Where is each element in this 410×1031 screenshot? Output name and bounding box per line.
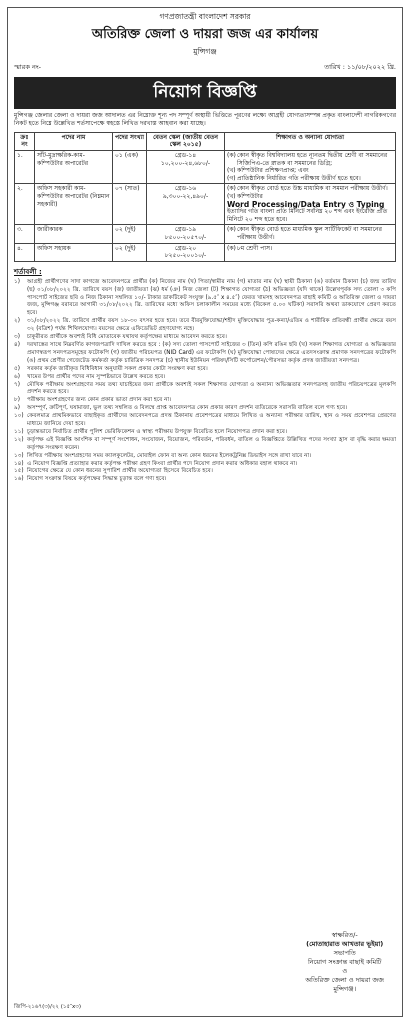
serial-cell: ৪. — [15, 243, 35, 261]
qualification-item: (খ) কম্পিউটার প্রশিক্ষণপ্রাপ্ত; এবং — [227, 167, 309, 175]
qualification-item: (গ) প্রাতিষ্ঠানিক নির্ধারিত গতি পরীক্ষায় উত্তীর্ণ হতে হবে। — [227, 174, 361, 182]
issue-date: তারিখ : ১১/০৮/২০২২ খ্রি. — [324, 63, 396, 71]
table-row — [15, 225, 396, 243]
condition-item: ৮) পরীক্ষায় অংশগ্রহণের জন্য কোন প্রকার ভাতা প্রদান করা হবে না। — [14, 397, 172, 404]
post-name-cell: অফিস সহকারী কাম-কম্পিউটার অপারেটর (নিম্নমান সহকারী) — [35, 184, 113, 225]
qualification-item: (ক) কোন স্বীকৃত বোর্ড হতে মাধ্যমিক স্কুল সার্টিফিকেট বা সমমানের পরীক্ষায় উত্তীর্ণ। — [227, 226, 382, 241]
serial-cell: ৩. — [15, 225, 35, 243]
qualification-item: ইত্যাদির গতি বাংলা প্রতি মিনিটে সর্বনিম্ন ২০ শব্দ এবং ইংরেজি প্রতি মিনিটে ২০ শব্দ হতে হবে। — [227, 208, 388, 223]
grade-text: গ্রেড-১৪ — [174, 152, 197, 159]
condition-item: ৫) সরকার কর্তৃক জারীকৃত বিধিবিধান অনুযায়ী সকল প্রকার কোটা সংরক্ষণ করা হবে। — [14, 365, 208, 372]
qualification-cell — [225, 225, 396, 243]
condition-item: ১১) চূড়ান্তভাবে নির্বাচিত প্রার্থীর পুলিশ ভেরিফিকেশন ও স্বাস্থ্য পরীক্ষায় উপযুক্ত বিবেচিত হলে নিয়োগপত্র প্রদান করা হবে। — [14, 428, 288, 435]
signature-block — [305, 931, 384, 994]
column-header-serial: ক্রঃ নং — [15, 132, 35, 150]
condition-item: ৩) চাকুরীরত প্রার্থীকে অবশ্যই বিধি মোতাবেক যথাযথ কর্তৃপক্ষের মাধ্যমে আবেদন করতে হবে। — [14, 334, 227, 341]
table-row — [15, 243, 396, 261]
intro-paragraph: মুন্সিগঞ্জ জেলার জেলা ও দায়রা জজ আদালত এর নিম্নোক্ত শূন্য পদ সম্পূর্ণ অস্থায়ী ভিত্তিতে পূরণের লক্ষ্যে আগ্রহী যোগ্যতাসম্পন্ন প্রকৃত বাংলাদেশী নাগরিকগণের নিকট হতে নিম্নে উল্লেখিত শর্তসাপেক্ষে স্বহস্তে লিখিত দরখাস্ত আহবান করা যাচ্ছে। — [14, 112, 396, 128]
table-row — [15, 151, 396, 184]
condition-item: ১২) কর্তৃপক্ষ এই বিজ্ঞপ্তি আংশিক বা সম্পূর্ণ সংশোধন, সংযোজন, বিয়োজন, পরিবর্তন, পরিবর্ধন, বাতিল ও বিজ্ঞপ্তিতে উল্লিখিত পদের সংখ্যা হ্রাস বা বৃদ্ধি করার ক্ষমতা কর্তৃপক্ষ সংরক্ষণ করেন। — [14, 436, 396, 451]
conjunction-text: ও — [342, 967, 348, 975]
pay-scale-cell — [147, 225, 225, 243]
post-name-cell: জারীকারক — [35, 225, 113, 243]
grade-text: গ্রেড-২০ — [174, 244, 197, 252]
qualification-cell — [225, 184, 396, 225]
qualification-cell — [225, 243, 396, 261]
scale-text: ৮২৫০-২০০১০/- — [164, 252, 207, 260]
condition-item: ১৫) নিয়োগের ক্ষেত্রে যে কোন ধরনের সুপারিশ প্রার্থীর অযোগ্যতা হিসেবে বিবেচিত হবে। — [14, 468, 213, 475]
table-header-row — [15, 132, 396, 150]
post-name-cell: অফিস সহায়ক — [35, 243, 113, 261]
column-header-count: পদের সংখ্যা — [113, 132, 147, 150]
pay-scale-cell — [147, 151, 225, 184]
condition-item: ১৩) লিখিত পরীক্ষায় অংশগ্রহণের সময় ক্যালকুলেটর, মোবাইল ফোন বা অন্য কোন ধরনের ইলেকট্রনিক্স ডিভাইস সঙ্গে রাখা যাবে না। — [14, 452, 312, 459]
pay-scale-cell — [147, 184, 225, 225]
government-heading: গণপ্রজাতন্ত্রী বাংলাদেশ সরকার — [159, 12, 251, 21]
condition-item: ১০) কেবলমাত্র প্রাথমিকভাবে বাছাইকৃত প্রার্থীদের আবেদনপত্রে প্রদত্ত ঠিকানায় প্রবেশপত্রের মাধ্যমে লিখিত ও অন্যান্য পরীক্ষার তারিখ, স্থান ও সময় প্রবেশপত্র প্রেরণের মাধ্যমে জানিয়ে দেয়া হবে। — [14, 413, 396, 428]
qualification-item: (খ) কম্পিউটার — [227, 192, 263, 200]
condition-item: ৪) দরখাস্তের সাথে নিম্নবর্ণিত কাগজপত্রাদি দাখিল করতে হবে : (ক) সদ্য তোলা পাসপোর্ট সাইজের ৩ (তিন) কপি রঙিন ছবি (খ) সকল শিক্ষাগত যোগ্যতা ও অভিজ্ঞতার প্রমাণস্বরূপ সনদপত্রসমূহের ফটোকপি (গ) জাতীয় পরিচয়পত্র (NID Card) এর ফটোকপি (ঘ) মুক্তিযোদ্ধা পোষ্যদের ক্ষেত্রে এতদসংক্রান্ত প্রমাণক সনদপত্রের ফটোকপি (ঙ) প্রথম শ্রেণীর গেজেটেড কর্মকর্তা কর্তৃক চারিত্রিক সনদপত্র (চ) স্থানীয় ইউনিয়ন পরিষদ/সিটি কর্পোরেশন/পৌরসভা কর্তৃক প্রদত্ত জাতীয়তা সনদপত্র। — [14, 341, 396, 364]
post-count-cell: ০৭ (সাত) — [113, 184, 147, 225]
qualification-cell — [225, 151, 396, 184]
signatory-district: মুন্সিগঞ্জ। — [333, 985, 357, 993]
column-header-qualification: শিক্ষাগত ও অন্যান্য যোগ্যতা — [225, 132, 396, 150]
pay-scale-cell — [147, 243, 225, 261]
post-count-cell: ০২ (দুই) — [113, 243, 147, 261]
post-name-cell: সাঁট-মুদ্রাক্ষরিক-কাম-কম্পিউটার অপারেটর — [35, 151, 113, 184]
scale-text: ৯,৩০০-২২,৪৯০/- — [162, 192, 209, 200]
post-count-cell: ০১ (এক) — [113, 151, 147, 184]
condition-item: ৬) খামের উপর প্রার্থীর পদের নাম সুস্পষ্টভাবে উল্লেখ করতে হবে। — [14, 373, 166, 380]
condition-item: ১) আগ্রহী প্রার্থীগণের সাদা কাগজে আবেদনপত্রে প্রার্থীর (ক) নিজের নাম (খ) পিতা/স্বামীর নাম (গ) মাতার নাম (ঘ) স্থায়ী ঠিকানা (ঙ) বর্তমান ঠিকানা (চ) জন্ম তারিখ (ছ) ০১/০৮/২০২২ খ্রি. তারিখে বয়স (জ) জাতীয়তা (ঝ) ধর্ম (ঞ) নিজ জেলা (ট) শিক্ষাগত যোগ্যতা (ঠ) অভিজ্ঞতা (যদি থাকে) উল্লেখপূর্বক সদ্য তোলা ৩ কপি পাসপোর্ট সাইজের ছবি ও নিজ ঠিকানা সম্বলিত ১০/- টাকার ডাকটিকেট সংযুক্ত (৯.৫″ x ৪.৫″) ফেরত খামসহ আবেদনপত্র বাছাই কমিটি ও অতিরিক্ত জেলা ও দায়রা জজ, মুন্সিগঞ্জ বরাবরে আগামী ৩১/০৮/২০২২ খ্রি. তারিখের মধ্যে অফিস চলাকালীন সময়ের মধ্যে (বিকেল ৫.০০ ঘটিকা) সরাসরি অথবা ডাকযোগে প্রেরণ করতে হবে। — [14, 278, 396, 317]
condition-item: ২) ৩১/০৮/২০২২ খ্রি. তারিখে প্রার্থীর বয়স ১৮-৩০ বৎসর হতে হবে। তবে বীরমুক্তিযোদ্ধা/শহীদ মুক্তিযোদ্ধার পুত্র-কন্যা/এতিম ও শারীরিক প্রতিবন্ধী প্রার্থীর ক্ষেত্রে বয়স ৩২ (বত্রিশ) পর্যন্ত শিথিলযোগ্য। বয়সের ক্ষেত্রে এফিডেভিট গ্রহণযোগ্য নহে। — [14, 318, 396, 333]
scale-text: ৮৫০০-২০৫৭০/- — [164, 233, 207, 241]
post-count-cell: ০২ (দুই) — [113, 225, 147, 243]
serial-cell: ২. — [15, 184, 35, 225]
software-skills-text: Word Processing/Data Entry ও Typing — [227, 199, 385, 209]
notice-title: নিয়োগ বিজ্ঞপ্তি — [14, 77, 396, 109]
office-title: অতিরিক্ত জেলা ও দায়রা জজ এর কার্যালয় — [91, 27, 319, 42]
signatory-office: অতিরিক্ত জেলা ও দায়রা জজ — [305, 976, 384, 984]
memo-number-label: স্মারক নং- — [14, 63, 41, 71]
signatory-name: (মোতাহারাত আখতার ভূইয়া) — [306, 940, 384, 948]
job-circular-page — [7, 7, 403, 1017]
condition-item: ১৪) এ নিয়োগ বিজ্ঞপ্তি প্রত্যাহার করার কর্তৃপক্ষ পরীক্ষা গ্রহণ কিংবা প্রার্থীর পদে নিয়োগ প্রদান করার অধিকার বহাল থাকবে না। — [14, 460, 298, 467]
condition-item: ৭) মৌখিক পরীক্ষায় অংশগ্রহণের সময় তথ্য যাচাইয়ের জন্য প্রার্থীকে অবশ্যই সকল শিক্ষাগত যোগ্যতা ও অন্যান্য অভিজ্ঞতার সনদপত্রসহ জাতীয় পরিচয়পত্রের মূলকপি প্রদর্শন করতে হবে। — [14, 381, 396, 396]
signed-label: স্বাক্ষরিত/- — [331, 931, 358, 939]
serial-cell: ১. — [15, 151, 35, 184]
table-row — [15, 184, 396, 225]
qualification-item: (ক) কোন স্বীকৃত বোর্ড হতে উচ্চ মাধ্যমিক বা সমমান পরীক্ষায় উত্তীর্ণ। — [227, 185, 388, 193]
signatory-role: সভাপতি — [333, 949, 356, 957]
grade-text: গ্রেড-১৯ — [174, 226, 197, 234]
district-name: মুন্সিগঞ্জ — [193, 47, 217, 56]
vacancy-table — [14, 132, 396, 262]
reference-line — [14, 62, 396, 73]
qualification-item: (ক) কোন স্বীকৃত বিশ্ববিদ্যালয় হতে ন্যূনতম দ্বিতীয় শ্রেণী বা সমমানের সিজিপিএ-তে স্নাতক বা সমমানের ডিগ্রি; — [227, 152, 388, 167]
condition-item: ১৬) নিয়োগ সংক্রান্ত বিষয়ে কর্তৃপক্ষের সিদ্ধান্ত চূড়ান্ত বলে গণ্য হবে। — [14, 476, 167, 483]
scale-text: ১০,২০০-২৪,৬৮০/- — [160, 159, 211, 167]
grade-text: গ্রেড-১৬ — [174, 185, 197, 193]
column-header-pay-scale: বেতন স্কেল (জাতীয় বেতন স্কেল ২০১৫) — [147, 132, 225, 150]
qualification-item: (ক) ৮ম শ্রেণী পাস। — [227, 244, 273, 252]
column-header-post: পদের নাম — [35, 132, 113, 150]
condition-item: ৯) অসম্পূর্ণ, ক্রটিপূর্ণ, ঘষামাজা, ভুল তথ্য সম্বলিত ও বিলম্বে প্রাপ্ত আবেদনপত্র কোন প্রকার কারণ প্রদর্শন ব্যতিরেকে সরাসরি বাতিল বলে গণ্য হবে। — [14, 405, 348, 412]
conditions-list — [14, 279, 396, 485]
conditions-heading: শর্তাবলী : — [14, 267, 42, 276]
print-code: জিপি-২১৬৭(৩)/২২ (১৫″x৩) — [14, 1004, 82, 1010]
committee-name: নিয়োগ সংক্রান্ত বাছাই কমিটি — [307, 958, 382, 966]
